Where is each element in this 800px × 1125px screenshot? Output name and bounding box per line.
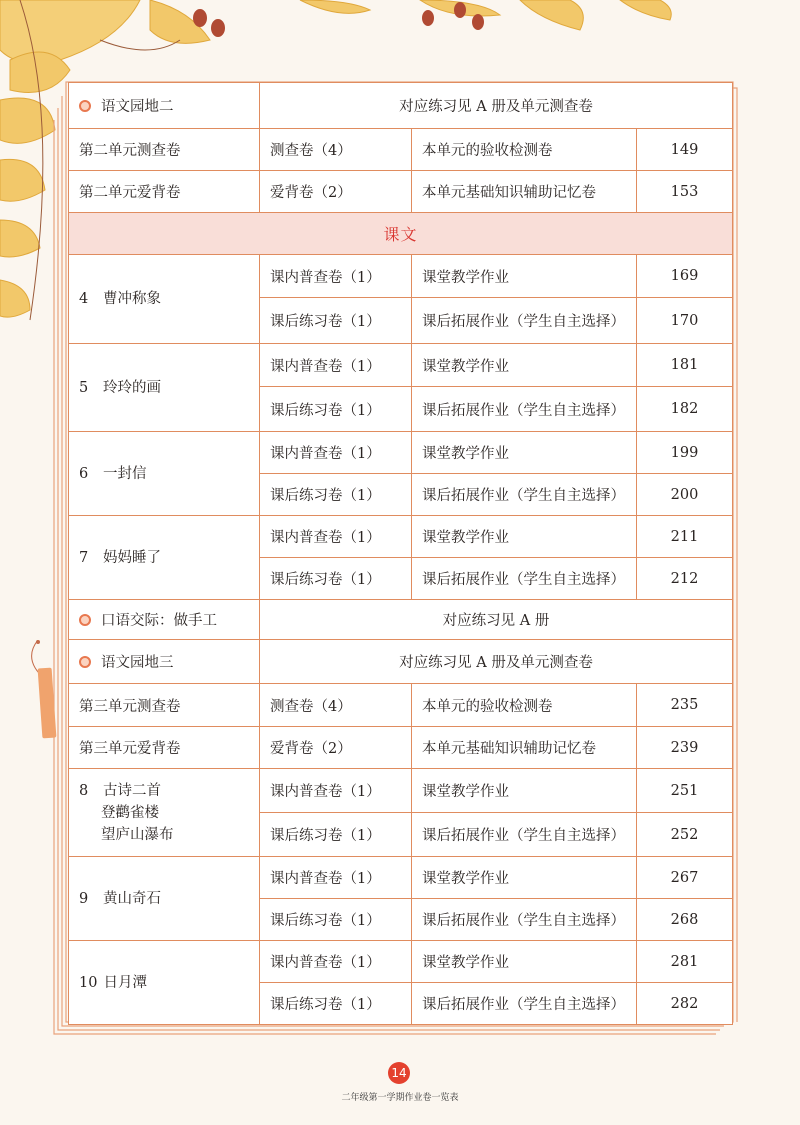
lesson-row [69, 344, 733, 387]
lesson-title: 玲玲的画 [103, 379, 161, 396]
lesson-row [69, 769, 733, 813]
lesson-number: 9 [79, 890, 89, 907]
paper-name: 课后练习卷（1） [260, 899, 412, 941]
lesson-title-cell [69, 941, 260, 1025]
paper-name: 课后练习卷（1） [260, 474, 412, 516]
paper-name: 课内普查卷（1） [260, 941, 412, 983]
table-row [69, 727, 733, 769]
paper-name: 课内普查卷（1） [260, 516, 412, 558]
page-footer-title: 二年级第一学期作业卷一览表 [341, 1093, 459, 1103]
section-note: 对应练习见 A 册及单元测查卷 [260, 83, 733, 129]
section-note: 对应练习见 A 册 [260, 600, 733, 640]
page-reference: 267 [637, 857, 733, 899]
lesson-number: 4 [79, 291, 89, 307]
paper-name: 课后练习卷（1） [260, 298, 412, 344]
section-note: 对应练习见 A 册及单元测查卷 [260, 640, 733, 684]
page-number-badge: 14 [388, 1062, 410, 1084]
paper-name: 测查卷（4） [260, 129, 412, 171]
lesson-number: 7 [79, 549, 89, 566]
table-row [69, 171, 733, 213]
page-reference: 153 [637, 171, 733, 213]
lesson-title-cell [69, 344, 260, 432]
paper-name: 课后练习卷（1） [260, 558, 412, 600]
lesson-row [69, 516, 733, 558]
paper-name: 课后练习卷（1） [260, 387, 412, 432]
paper-name: 课内普查卷（1） [260, 432, 412, 474]
paper-name: 爱背卷（2） [260, 171, 412, 213]
lesson-number: 6 [79, 465, 89, 482]
section-row [69, 83, 733, 129]
page-reference: 170 [637, 298, 733, 344]
section-label: 语文园地三 [101, 655, 174, 671]
assignment-purpose: 课后拓展作业（学生自主选择） [412, 474, 637, 516]
poem-title: 望庐山瀑布 [101, 826, 174, 843]
page-reference: 182 [637, 387, 733, 432]
lesson-title: 古诗二首 [103, 782, 161, 799]
page-reference: 149 [637, 129, 733, 171]
lesson-title-cell [69, 769, 260, 857]
assignment-purpose: 课堂教学作业 [412, 516, 637, 558]
item-label: 第二单元爱背卷 [69, 171, 260, 213]
page-reference: 199 [637, 432, 733, 474]
lesson-title-cell [69, 516, 260, 600]
paper-name: 课内普查卷（1） [260, 769, 412, 813]
page-reference: 200 [637, 474, 733, 516]
lesson-title-cell [69, 857, 260, 941]
lesson-title: 妈妈睡了 [103, 549, 161, 566]
circle-bullet-icon [79, 656, 91, 668]
lesson-title: 一封信 [103, 465, 147, 482]
assignment-purpose: 课后拓展作业（学生自主选择） [412, 899, 637, 941]
paper-name: 爱背卷（2） [260, 727, 412, 769]
assignment-purpose: 本单元基础知识辅助记忆卷 [412, 171, 637, 213]
paper-name: 课内普查卷（1） [260, 344, 412, 387]
page-reference: 282 [637, 983, 733, 1025]
page-reference: 212 [637, 558, 733, 600]
section-label-cell [69, 600, 260, 640]
assignment-purpose: 课后拓展作业（学生自主选择） [412, 387, 637, 432]
section-label-cell [69, 640, 260, 684]
lesson-row [69, 432, 733, 474]
assignment-purpose: 课堂教学作业 [412, 255, 637, 298]
paper-name: 课内普查卷（1） [260, 255, 412, 298]
assignment-purpose: 课后拓展作业（学生自主选择） [412, 813, 637, 857]
item-label: 第三单元爱背卷 [69, 727, 260, 769]
lesson-number: 5 [79, 379, 89, 396]
lesson-row [69, 941, 733, 983]
page-reference: 239 [637, 727, 733, 769]
lesson-number: 8 [79, 782, 89, 799]
assignment-purpose: 课堂教学作业 [412, 941, 637, 983]
lesson-title-cell [69, 432, 260, 516]
assignment-purpose: 本单元的验收检测卷 [412, 129, 637, 171]
page-reference: 211 [637, 516, 733, 558]
page-reference: 235 [637, 684, 733, 727]
assignment-purpose: 课堂教学作业 [412, 769, 637, 813]
lesson-number: 10 [79, 974, 98, 991]
page-reference: 281 [637, 941, 733, 983]
item-label: 第三单元测查卷 [69, 684, 260, 727]
table-row [69, 129, 733, 171]
assignment-purpose: 课堂教学作业 [412, 432, 637, 474]
circle-bullet-icon [79, 100, 91, 112]
item-label: 第二单元测查卷 [69, 129, 260, 171]
page-reference: 268 [637, 899, 733, 941]
paper-name: 测查卷（4） [260, 684, 412, 727]
lesson-title: 黄山奇石 [103, 890, 161, 907]
assignment-purpose: 课后拓展作业（学生自主选择） [412, 983, 637, 1025]
section-label: 口语交际：做手工 [101, 613, 217, 629]
band-label: 课文 [69, 213, 733, 255]
assignment-overview-table [68, 82, 733, 1025]
page-reference: 181 [637, 344, 733, 387]
lesson-row [69, 255, 733, 298]
table-row [69, 684, 733, 727]
lesson-title: 日月潭 [103, 974, 147, 991]
poem-title: 登鹳雀楼 [101, 804, 159, 821]
assignment-purpose: 课后拓展作业（学生自主选择） [412, 298, 637, 344]
page-reference: 252 [637, 813, 733, 857]
assignment-purpose: 课堂教学作业 [412, 344, 637, 387]
section-label-cell [69, 83, 260, 129]
assignment-purpose: 本单元的验收检测卷 [412, 684, 637, 727]
section-row [69, 600, 733, 640]
page-reference: 169 [637, 255, 733, 298]
circle-bullet-icon [79, 614, 91, 626]
assignment-purpose: 课堂教学作业 [412, 857, 637, 899]
lesson-title-cell [69, 255, 260, 344]
paper-name: 课后练习卷（1） [260, 983, 412, 1025]
section-label: 语文园地二 [101, 99, 174, 115]
lesson-row [69, 857, 733, 899]
paper-name: 课内普查卷（1） [260, 857, 412, 899]
assignment-purpose: 本单元基础知识辅助记忆卷 [412, 727, 637, 769]
assignment-purpose: 课后拓展作业（学生自主选择） [412, 558, 637, 600]
paper-name: 课后练习卷（1） [260, 813, 412, 857]
section-row [69, 640, 733, 684]
section-band [69, 213, 733, 255]
page-reference: 251 [637, 769, 733, 813]
lesson-title: 曹冲称象 [103, 291, 161, 307]
